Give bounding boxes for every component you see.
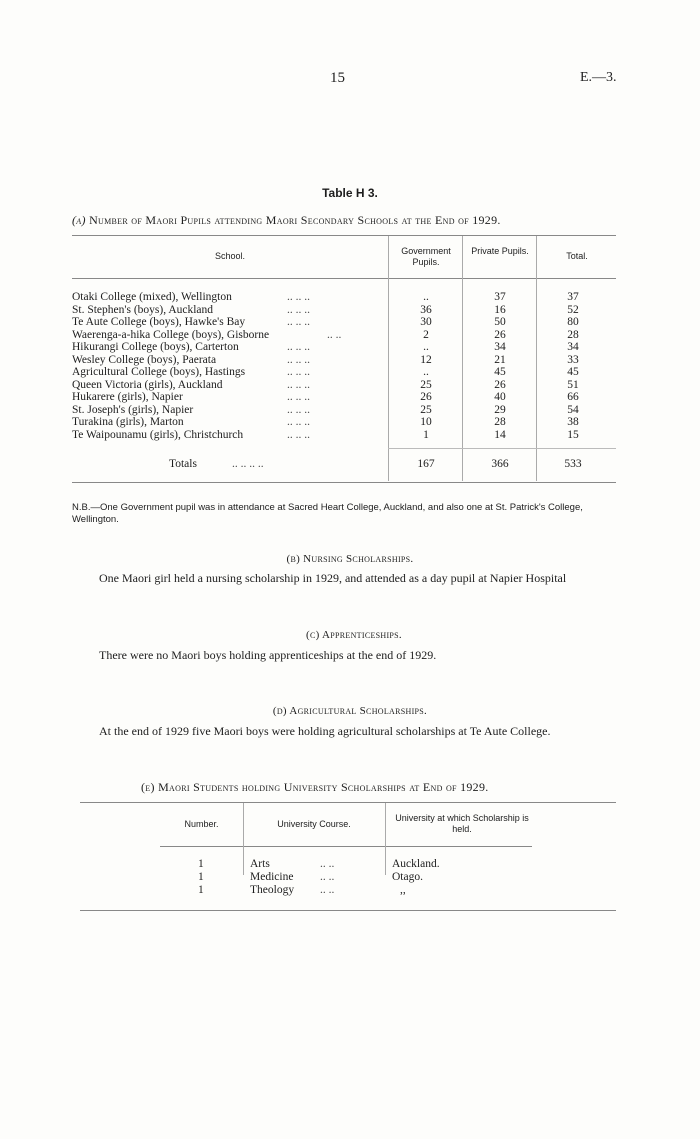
totals-total: 533 <box>564 458 582 470</box>
school-name: St. Joseph's (girls), Napier <box>72 403 194 416</box>
table-a-bottom-rule <box>72 482 616 483</box>
school-name: Te Waipounamu (girls), Christchurch <box>72 428 244 441</box>
table-row <box>72 316 612 328</box>
government-pupils: .. <box>423 366 429 378</box>
leader-dots: .. .. .. <box>287 391 310 403</box>
private-pupils: 37 <box>494 291 506 303</box>
table-row <box>72 366 612 378</box>
section-b-text: One Maori girl held a nursing scholarship in 1929, and attended as a day pupil at Napier Hospital <box>99 571 567 585</box>
table-e-bottom-rule <box>80 910 616 911</box>
totals-label: Totals <box>169 458 197 470</box>
government-pupils: 30 <box>420 316 432 328</box>
totals-row <box>72 458 612 470</box>
total-pupils: 52 <box>567 303 579 316</box>
col-header-school: School. <box>214 251 246 261</box>
leader-dots: .. .. <box>320 871 335 883</box>
col-header-course: University Course. <box>277 819 351 829</box>
footnote: N.B.—One Government pupil was in attendance at Sacred Heart College, Auckland, and also one at St. Patrick's College, Wellington. <box>72 502 583 525</box>
leader-dots: .. .. .. <box>287 291 310 303</box>
col-header-number: Number. <box>184 819 219 829</box>
total-pupils: 34 <box>567 341 579 353</box>
school-name: Turakina (girls), Marton <box>72 416 184 428</box>
leader-dots: .. .. .. .. <box>232 458 264 470</box>
school-name: Waerenga-a-hika College (boys), Gisborne <box>72 328 270 341</box>
table-row <box>72 429 612 441</box>
government-pupils: 36 <box>420 303 432 316</box>
total-pupils: 28 <box>567 328 579 341</box>
leader-dots: .. .. <box>320 858 335 870</box>
leader-dots: .. .. .. <box>287 341 310 353</box>
section-c-heading: (c) Apprenticeships. <box>306 629 402 641</box>
private-pupils: 16 <box>494 303 506 316</box>
leader-dots: .. .. .. <box>287 378 310 391</box>
col-header-university: University at which Scholarship is held. <box>395 813 529 834</box>
school-name: Hukarere (girls), Napier <box>72 391 183 403</box>
table-row <box>72 404 612 416</box>
table-row <box>160 884 600 896</box>
totals-rule <box>388 448 616 449</box>
section-d-text: At the end of 1929 five Maori boys were holding agricultural scholarships at Te Aute College. <box>99 724 551 738</box>
private-pupils: 34 <box>494 341 506 353</box>
private-pupils: 26 <box>494 328 506 341</box>
student-number: 1 <box>198 871 204 883</box>
leader-dots: .. .. .. <box>287 366 310 378</box>
university-name: ,, <box>400 884 406 896</box>
leader-dots: .. .. .. <box>287 416 310 428</box>
totals-private: 366 <box>491 458 509 470</box>
table-row <box>72 304 612 316</box>
section-b-heading: (b) Nursing Scholarships. <box>286 553 414 565</box>
col-header-government: Government Pupils. <box>401 246 451 267</box>
section-a-title: Number of Maori Pupils attending Maori Secondary Schools at the End of 1929. <box>89 213 501 227</box>
table-row <box>160 858 600 870</box>
total-pupils: 33 <box>567 353 579 366</box>
table-row <box>72 379 612 391</box>
private-pupils: 26 <box>494 378 506 391</box>
government-pupils: 10 <box>420 416 432 428</box>
total-pupils: 54 <box>567 403 579 416</box>
school-name: Otaki College (mixed), Wellington <box>72 291 232 303</box>
table-row <box>72 329 612 341</box>
government-pupils: .. <box>423 341 429 353</box>
table-row <box>72 291 612 303</box>
table-row <box>160 871 600 883</box>
leader-dots: .. .. <box>327 328 342 341</box>
leader-dots: .. .. .. <box>287 428 310 441</box>
university-course: Medicine <box>250 871 294 883</box>
private-pupils: 40 <box>494 391 506 403</box>
section-c-text: There were no Maori boys holding apprenticeships at the end of 1929. <box>99 648 437 662</box>
leader-dots: .. .. .. <box>287 353 310 366</box>
school-name: Te Aute College (boys), Hawke's Bay <box>72 316 246 328</box>
private-pupils: 14 <box>494 428 506 441</box>
total-pupils: 51 <box>567 378 579 391</box>
totals-government: 167 <box>417 458 435 470</box>
government-pupils: 12 <box>420 353 432 366</box>
table-a-header-rule <box>72 278 616 279</box>
page-number: 15 <box>330 70 345 86</box>
school-name: Queen Victoria (girls), Auckland <box>72 378 223 391</box>
school-name: St. Stephen's (boys), Auckland <box>72 303 214 316</box>
leader-dots: .. .. .. <box>287 303 310 316</box>
total-pupils: 37 <box>567 291 579 303</box>
government-pupils: 2 <box>423 328 429 341</box>
student-number: 1 <box>198 884 204 896</box>
government-pupils: 26 <box>420 391 432 403</box>
government-pupils: 25 <box>420 378 432 391</box>
university-name: Auckland. <box>392 858 440 870</box>
section-a-caption <box>72 213 501 228</box>
government-pupils: .. <box>423 291 429 303</box>
private-pupils: 21 <box>494 353 506 366</box>
private-pupils: 28 <box>494 416 506 428</box>
col-header-total: Total. <box>566 251 588 261</box>
leader-dots: .. .. <box>320 884 335 896</box>
table-row <box>72 341 612 353</box>
table-e-top-rule <box>80 802 616 803</box>
table-row <box>72 416 612 428</box>
private-pupils: 50 <box>494 316 506 328</box>
table-title: Table H 3. <box>322 186 378 200</box>
document-reference: E.—3. <box>580 70 617 85</box>
university-name: Otago. <box>392 871 423 883</box>
col-header-private: Private Pupils. <box>471 246 529 256</box>
total-pupils: 80 <box>567 316 579 328</box>
leader-dots: .. .. .. <box>287 316 310 328</box>
government-pupils: 25 <box>420 403 432 416</box>
university-course: Theology <box>250 884 295 896</box>
total-pupils: 66 <box>567 391 579 403</box>
table-row <box>72 391 612 403</box>
school-name: Agricultural College (boys), Hastings <box>72 366 246 378</box>
private-pupils: 29 <box>494 403 506 416</box>
leader-dots: .. .. .. <box>287 403 310 416</box>
table-e-header-rule <box>160 846 532 847</box>
section-a-prefix: (a) <box>72 213 90 227</box>
university-course: Arts <box>250 858 270 870</box>
government-pupils: 1 <box>423 428 429 441</box>
total-pupils: 15 <box>567 428 579 441</box>
total-pupils: 45 <box>567 366 579 378</box>
student-number: 1 <box>198 858 204 870</box>
table-a-top-rule <box>72 235 616 236</box>
private-pupils: 45 <box>494 366 506 378</box>
table-row <box>72 354 612 366</box>
section-d-heading: (d) Agricultural Scholarships. <box>272 705 428 717</box>
total-pupils: 38 <box>567 416 579 428</box>
school-name: Hikurangi College (boys), Carterton <box>72 341 239 353</box>
section-e-heading: (e) Maori Students holding University Scholarships at End of 1929. <box>141 780 489 794</box>
school-name: Wesley College (boys), Paerata <box>72 353 217 366</box>
